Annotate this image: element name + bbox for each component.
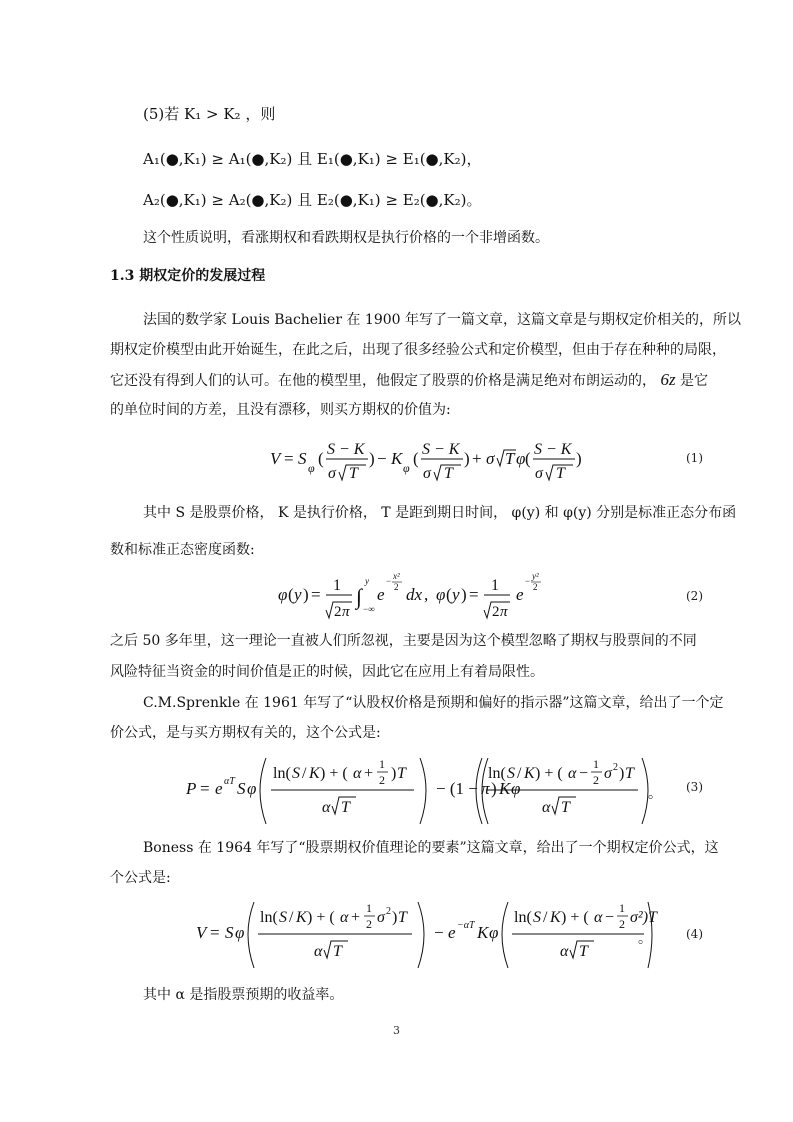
svg-text:α: α: [314, 943, 323, 960]
p2-l2-text: 数和标准正态密度函数:: [110, 542, 255, 558]
svg-text:/: /: [289, 909, 294, 926]
svg-text:−: −: [377, 449, 387, 468]
svg-text:2: 2: [366, 917, 372, 931]
svg-text:φ: φ: [235, 923, 245, 942]
svg-text:K: K: [550, 909, 561, 926]
svg-text:α: α: [322, 799, 331, 816]
svg-text:T: T: [341, 799, 350, 816]
p5-l2-text: 个公式是:: [110, 870, 171, 886]
property5-line-a: [143, 149, 481, 169]
svg-text:1: 1: [366, 901, 372, 915]
p1-l2-text: 期权定价模型由此开始诞生，在此之后，出现了很多经验公式和定价模型，但由于存在种种的局限，: [110, 342, 726, 358]
equation-1: [270, 432, 590, 488]
svg-text:(: (: [413, 449, 419, 468]
svg-text:y: y: [365, 576, 369, 586]
svg-text:K: K: [309, 765, 320, 782]
svg-text:S: S: [507, 765, 515, 782]
svg-text:−: −: [579, 765, 589, 782]
svg-text:2: 2: [492, 604, 500, 620]
svg-text:φ: φ: [403, 461, 410, 475]
p3-l2-text: 风险特征当资金的时间价值是正的时候，因此它在应用上有着局限性。: [110, 664, 544, 680]
section-title: 期权定价的发展过程: [139, 268, 266, 284]
svg-text:T: T: [349, 465, 358, 482]
svg-text:φ: φ: [247, 779, 257, 798]
svg-text:T: T: [444, 465, 453, 482]
svg-text:σ: σ: [604, 765, 612, 782]
p1-l3-text: 它还没有得到人们的认可。在他的模型里，他假定了股票的价格是满足绝对布朗运动的，: [110, 373, 656, 389]
svg-text:α: α: [340, 909, 349, 926]
svg-text:2: 2: [593, 773, 599, 787]
svg-text:2: 2: [533, 582, 538, 592]
p4-l2-text: 价公式，是与买方期权有关的，这个公式是:: [110, 725, 381, 741]
svg-text:π: π: [342, 604, 350, 620]
svg-text:φ: φ: [436, 585, 446, 604]
svg-text:S − K: S − K: [327, 441, 365, 458]
svg-text:(: (: [446, 585, 452, 604]
svg-text:/: /: [517, 765, 522, 782]
equation-4-number: (4): [686, 927, 703, 941]
svg-text:=: =: [469, 585, 479, 604]
svg-text:): ): [392, 909, 398, 926]
svg-text:T: T: [561, 799, 570, 816]
equation-4: [196, 896, 656, 972]
svg-text:φ: φ: [511, 779, 521, 798]
p6-l1-text: 其中 α 是指股票预期的收益率。: [143, 987, 344, 1003]
svg-text:π: π: [500, 604, 508, 620]
property5-note: [143, 228, 549, 248]
equation-2: [278, 568, 578, 624]
svg-text:): ): [391, 765, 397, 782]
paragraph-2-line-1: [143, 503, 736, 523]
paragraph-3-line-1: [110, 631, 697, 651]
svg-text:π: π: [481, 779, 490, 798]
svg-text:−: −: [386, 576, 392, 586]
svg-text:σ: σ: [377, 909, 385, 926]
svg-text:V: V: [196, 923, 207, 942]
paragraph-1-line-4: [110, 400, 451, 420]
svg-text:2: 2: [379, 773, 385, 787]
svg-text:P: P: [186, 779, 197, 798]
svg-text:φ: φ: [516, 449, 526, 468]
equation-4-period: 。: [638, 931, 652, 947]
page-number: 3: [393, 1024, 400, 1037]
svg-text:α: α: [353, 765, 362, 782]
property5-intro: [143, 104, 275, 124]
svg-text:) + (: ) + (: [535, 765, 563, 782]
property5-intro-text: (5)若 K₁ > K₂ ，则: [143, 105, 276, 123]
svg-text:y: y: [294, 585, 302, 604]
svg-text:α: α: [542, 799, 551, 816]
svg-text:): ): [461, 585, 467, 604]
svg-text:y²: y²: [532, 571, 539, 581]
svg-text:ln(: ln(: [488, 765, 506, 782]
svg-text:−αT: −αT: [457, 920, 475, 931]
svg-text:σ: σ: [535, 465, 543, 482]
svg-text:S: S: [225, 923, 234, 942]
svg-text:=: =: [200, 779, 210, 798]
paragraph-4-line-2: [110, 723, 381, 743]
svg-text:T: T: [505, 449, 515, 468]
svg-text:1: 1: [593, 757, 599, 771]
svg-text:S: S: [237, 779, 246, 798]
svg-text:): ): [576, 449, 582, 468]
svg-text:=: =: [284, 449, 294, 468]
p5-l1-text: Boness 在 1964 年写了“股票期权价值理论的要素”这篇文章，给出了一个期权定价公式，这: [143, 840, 719, 856]
property5-note-text: 这个性质说明，看涨期权和看跌期权是执行价格的一个非增函数。: [143, 230, 549, 246]
svg-text:−: −: [605, 909, 615, 926]
paragraph-2-line-2: [110, 540, 255, 560]
svg-text:T: T: [333, 943, 342, 960]
svg-text:T: T: [556, 465, 565, 482]
svg-text:K: K: [499, 779, 511, 798]
paragraph-4-line-1: [143, 693, 724, 713]
svg-text:S: S: [298, 449, 307, 468]
svg-text:α: α: [560, 943, 569, 960]
svg-text:y: y: [452, 585, 460, 604]
svg-text:+: +: [472, 449, 482, 468]
svg-text:): ): [303, 585, 309, 604]
equation-3-second-term: [470, 752, 660, 828]
svg-text:φ: φ: [278, 585, 288, 604]
svg-text:=: =: [210, 923, 220, 942]
svg-text:e: e: [377, 585, 385, 604]
svg-text:2: 2: [613, 762, 618, 773]
svg-text:1: 1: [491, 577, 499, 594]
paragraph-5-line-2: [110, 868, 171, 888]
svg-text:T: T: [397, 765, 406, 782]
svg-text:e: e: [516, 585, 524, 604]
paragraph-1-line-3: [110, 370, 708, 391]
svg-text:V: V: [270, 449, 281, 468]
svg-text:1: 1: [619, 901, 625, 915]
svg-text:(: (: [525, 449, 531, 468]
svg-text:(: (: [318, 449, 324, 468]
paragraph-3-line-2: [110, 662, 544, 682]
property5-line-b: [143, 190, 481, 210]
property5-line-a-text: A₁(●,K₁) ≥ A₁(●,K₂) 且 E₁(●,K₁) ≥ E₁(●,K₂)，: [143, 150, 482, 168]
p2-l1-text: 其中 S 是股票价格， K 是执行价格， T 是距到期日时间， φ(y) 和 φ(y) 分别是标准正态分布函: [143, 505, 737, 521]
svg-text:e: e: [448, 923, 456, 942]
svg-text:−: −: [434, 923, 444, 942]
p3-l1-text: 之后 50 多年里，这一理论一直被人们所忽视，主要是因为这个模型忽略了期权与股票间的不同: [110, 633, 697, 649]
svg-text:σ²)T: σ²)T: [630, 909, 657, 926]
svg-text:φ: φ: [308, 461, 315, 475]
svg-text:∫: ∫: [356, 584, 363, 609]
equation-1-number: (1): [686, 451, 703, 465]
svg-text:1: 1: [379, 757, 385, 771]
p1-l3-end: 是它: [680, 373, 709, 389]
svg-text:。: 。: [648, 787, 662, 802]
svg-text:2: 2: [394, 582, 399, 592]
svg-text:S: S: [533, 909, 541, 926]
svg-text:,: ,: [424, 585, 429, 604]
svg-text:T: T: [579, 943, 588, 960]
svg-text:): ): [491, 779, 497, 798]
svg-text:1: 1: [333, 577, 341, 594]
svg-text:(: (: [288, 585, 294, 604]
svg-text:e: e: [215, 779, 223, 798]
svg-text:T: T: [398, 909, 407, 926]
svg-text:+: +: [351, 909, 361, 926]
svg-text:2: 2: [386, 906, 391, 917]
svg-text:ln(: ln(: [273, 765, 291, 782]
equation-3-number: (3): [686, 780, 703, 794]
svg-text:−: −: [525, 576, 531, 586]
paragraph-6-line-1: [143, 985, 343, 1005]
svg-text:σ: σ: [423, 465, 431, 482]
svg-text:φ: φ: [489, 923, 499, 942]
svg-text:K: K: [391, 449, 403, 468]
p1-l1-text: 法国的数学家 Louis Bachelier 在 1900 年写了一篇文章，这篇文章是与期权定价相关的，所以: [143, 312, 741, 328]
svg-text:ln(: ln(: [514, 909, 532, 926]
svg-text:) + (: ) + (: [307, 909, 335, 926]
svg-text:ln(: ln(: [260, 909, 278, 926]
p1-l4-text: 的单位时间的方差，且没有漂移，则买方期权的价值为:: [110, 402, 451, 418]
equation-2-number: (2): [686, 589, 703, 603]
svg-text:αT: αT: [224, 776, 235, 787]
svg-text:S: S: [279, 909, 287, 926]
svg-text:): ): [369, 449, 375, 468]
section-number: 1.3: [110, 268, 135, 284]
svg-text:− (1 −: − (1 −: [436, 779, 478, 798]
paragraph-1-line-1: [143, 310, 741, 330]
svg-text:) + (: ) + (: [320, 765, 348, 782]
svg-text:α: α: [594, 909, 603, 926]
svg-text:2: 2: [619, 917, 625, 931]
svg-text:σ: σ: [328, 465, 336, 482]
svg-text:α: α: [568, 765, 577, 782]
svg-text:=: =: [311, 585, 321, 604]
paragraph-1-line-2: [110, 340, 726, 360]
svg-text:/: /: [543, 909, 548, 926]
svg-text:T: T: [625, 765, 634, 782]
section-heading: [110, 266, 265, 286]
svg-text:+: +: [364, 765, 374, 782]
svg-text:K: K: [524, 765, 535, 782]
svg-text:2: 2: [334, 604, 342, 620]
svg-text:x²: x²: [393, 571, 400, 581]
svg-text:K: K: [296, 909, 307, 926]
svg-text:S: S: [292, 765, 300, 782]
svg-text:): ): [464, 449, 470, 468]
svg-text:) + (: ) + (: [561, 909, 589, 926]
svg-text:dx: dx: [406, 585, 423, 604]
svg-text:/: /: [302, 765, 307, 782]
svg-text:): ): [619, 765, 625, 782]
p4-l1-text: C.M.Sprenkle 在 1961 年写了“认股权价格是预期和偏好的指示器”这篇文章，给出了一个定: [143, 695, 724, 711]
property5-line-b-text: A₂(●,K₁) ≥ A₂(●,K₂) 且 E₂(●,K₁) ≥ E₂(●,K₂)。: [143, 191, 482, 209]
svg-text:S − K: S − K: [534, 441, 572, 458]
paragraph-5-line-1: [143, 838, 719, 858]
svg-text:−∞: −∞: [363, 604, 375, 614]
svg-text:S − K: S − K: [422, 441, 460, 458]
svg-text:σ: σ: [486, 449, 495, 468]
p1-l3-math: 6z: [660, 370, 676, 389]
svg-text:K: K: [477, 923, 489, 942]
